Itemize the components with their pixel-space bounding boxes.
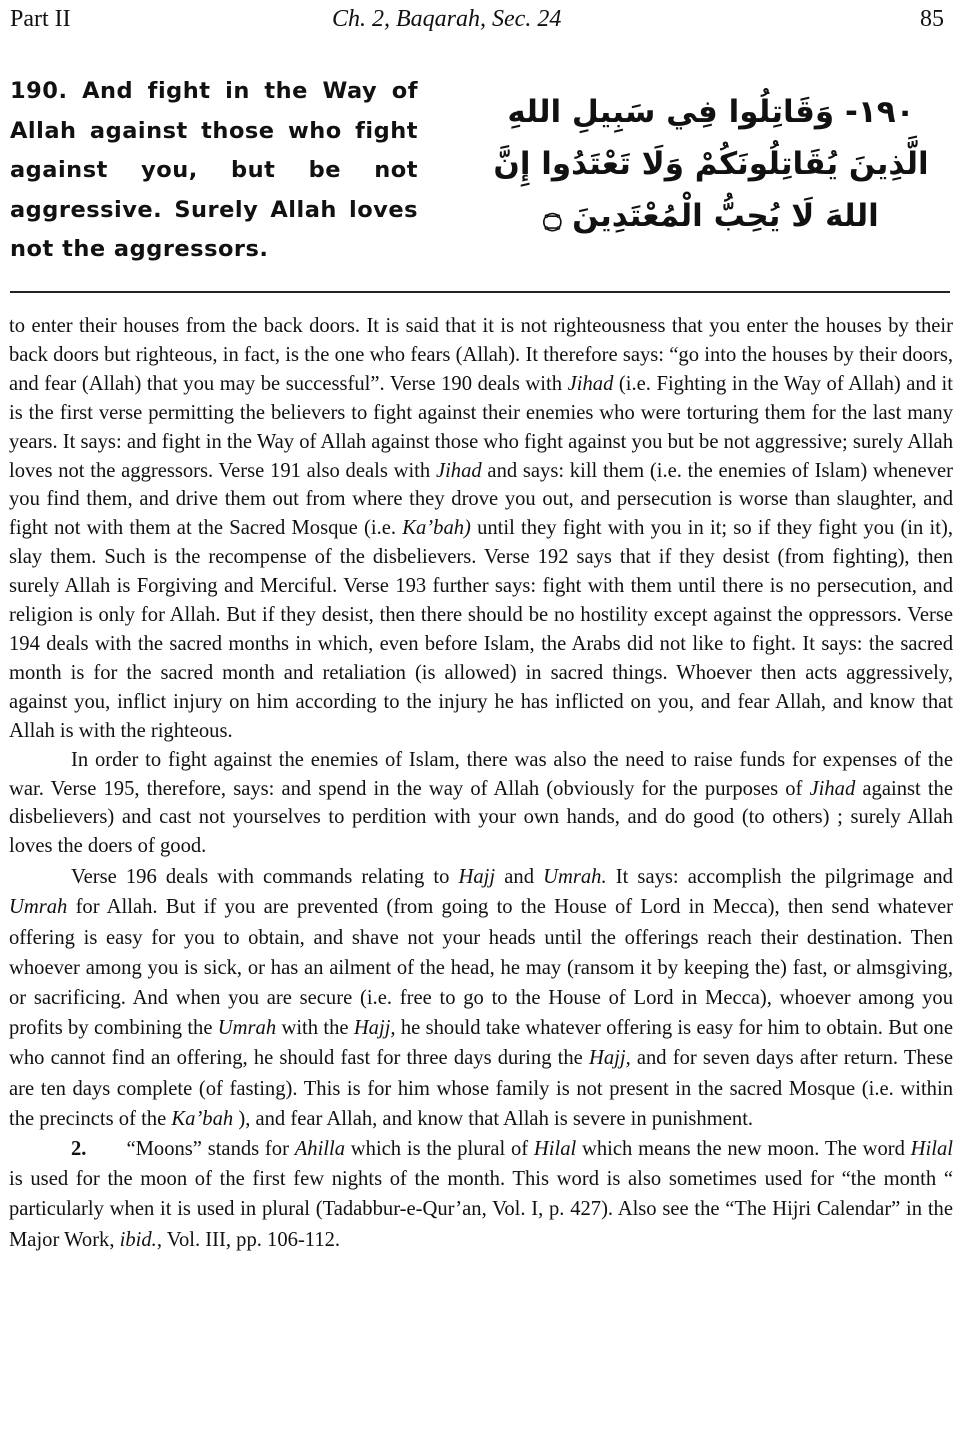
page-header: [10, 6, 944, 40]
verse-arabic: ١٩٠- وَقَاتِلُوا فِي سَبِيلِ اللهِ الَّذِينَ يُقَاتِلُونَكُمْ وَلَا تَعْتَدُوا إِنَّ اللهَ لَا يُحِبُّ الْمُعْتَدِينَ ۝: [493, 94, 929, 234]
section-divider: [10, 291, 950, 293]
part-label: Part II: [10, 6, 71, 32]
footnote: 2. “Moons” stands for Ahilla which is the plural of Hilal which means the new moon. The word Hilal is used for the moon of the first few nights of the month. This word is also sometimes used for “the month “ particularly when it is used in plural (Tadabbur-e-Qur’an, Vol. I, p. 427). Also see the “The Hijri Calendar” in the Major Work, ibid., Vol. III, pp. 106-112.: [9, 1138, 953, 1251]
chapter-title: Ch. 2, Baqarah, Sec. 24: [332, 6, 562, 32]
commentary-body: [9, 312, 953, 1255]
page-number: 85: [920, 6, 944, 32]
commentary-paragraph: Verse 196 deals with commands relating to Hajj and Umrah. It says: accomplish the pilgrimage and Umrah for Allah. But if you are prevented (from going to the House of Lord in Mecca), then send whatever offering is easy for you to obtain, and shave not your heads until the offerings reach their destination. Then whoever among you is sick, or has an ailment of the head, he may (ransom it by keeping the) fast, or almsgiving, or sacrificing. And when you are secure (i.e. free to go to the House of Lord in Mecca), whoever among you profits by combining the Umrah with the Hajj, he should take whatever offering is easy for him to obtain. But one who cannot find an offering, he should fast for three days during the Hajj, and for seven days after return. These are ten days complete (of fasting). This is for him whose family is not present in the sacred Mosque (i.e. within the precincts of the Ka’bah ), and fear Allah, and know that Allah is severe in punishment.: [9, 866, 953, 1130]
verse-translation: 190. And fight in the Way of Allah against those who fight against you, but be not aggressive. Surely Allah loves not the aggressors.: [10, 78, 418, 262]
footnote-number: 2.: [71, 1138, 87, 1161]
commentary-paragraph: In order to fight against the enemies of Islam, there was also the need to raise funds for expenses of the war. Verse 195, therefore, says: and spend in the way of Allah (obviously for the purposes of Jihad against the disbelievers) and cast not yourselves to perdition with your own hands, and do good (to others) ; surely Allah loves the doers of good.: [9, 748, 953, 858]
commentary-paragraph: to enter their houses from the back doors. It is said that it is not righteousness that you enter the houses by their back doors but righteous, in fact, is the one who fears (Allah). It therefore says: “go into the houses by their doors, and fear (Allah) that you may be successful”. Verse 190 deals with Jihad (i.e. Fighting in the Way of Allah) and it is the first verse permitting the believers to fight against their enemies who were torturing them for the last many years. It says: and fight in the Way of Allah against those who fight against you but be not aggressive; surely Allah loves not the aggressors. Verse 191 also deals with Jihad and says: kill them (i.e. the enemies of Islam) whenever you find them, and drive them out from where they drove you out, and persecution is worse than slaughter, and fight not with them at the Sacred Mosque (i.e. Ka’bah) until they fight with you in it; so if they fight you (in it), slay them. Such is the recompense of the disbelievers. Verse 192 says that if they desist (from fighting), then surely Allah is Forgiving and Merciful. Verse 193 further says: fight with them until there is no persecution, and religion is only for Allah. But if they desist, then there should be no hostility except against the oppressors. Verse 194 deals with the sacred months in which, even before Islam, the Arabs did not like to fight. It says: the sacred month is for the sacred month and retaliation (is allowed) in sacred things. Whoever then acts aggressively, against you, inflict injury on him according to the injury he has inflicted on you, and fear Allah, and know that Allah is with the righteous.: [9, 315, 953, 742]
